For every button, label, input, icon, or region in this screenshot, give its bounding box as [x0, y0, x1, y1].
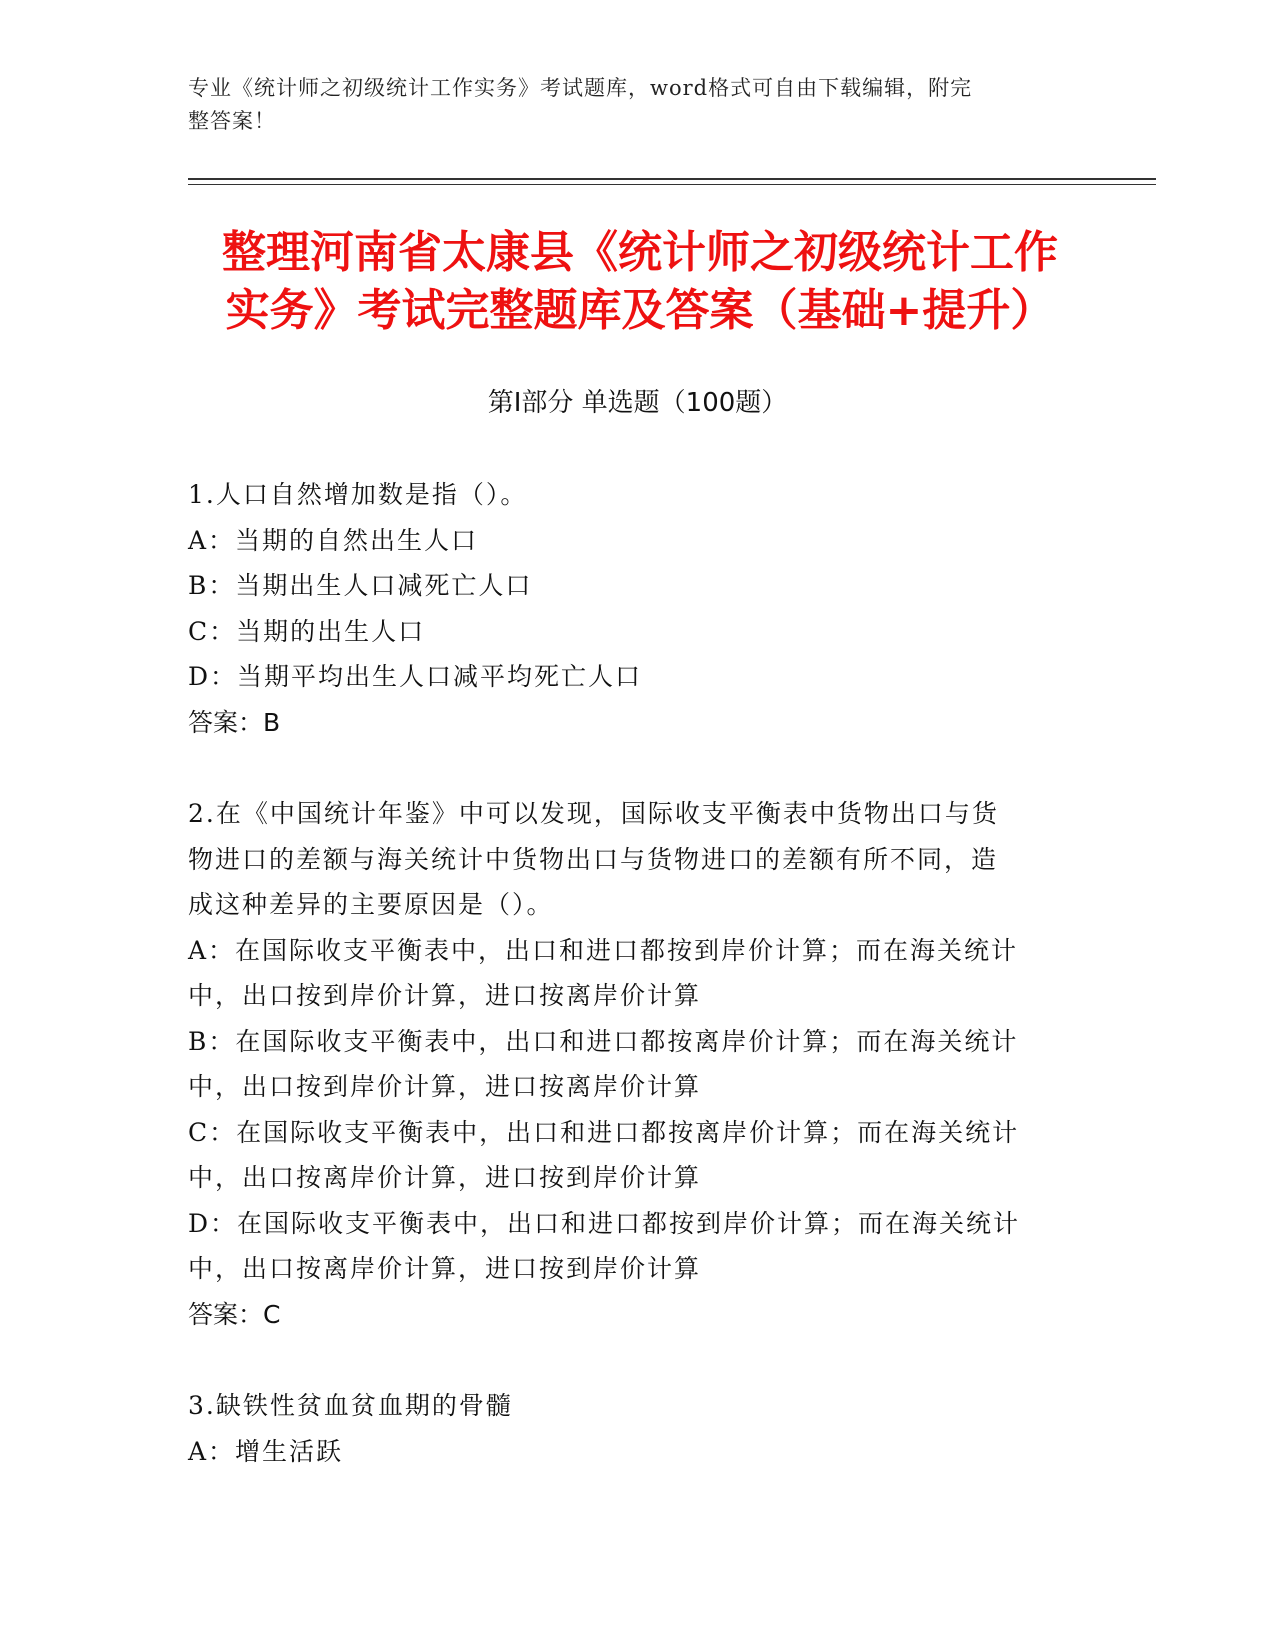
question-stem: 成这种差异的主要原因是（）。	[188, 890, 554, 919]
answer-option: B：当期出生人口减死亡人口	[188, 571, 533, 600]
question-block	[188, 472, 1088, 745]
answer-option: D：在国际收支平衡表中，出口和进口都按到岸价计算；而在海关统计	[188, 1208, 1021, 1238]
answer-option: C：在国际收支平衡表中，出口和进口都按离岸价计算；而在海关统计	[188, 1117, 1020, 1147]
correct-answer: 答案：B	[188, 707, 281, 737]
header-note-line: 整答案！	[188, 109, 276, 133]
document-title-line: 整理河南省太康县《统计师之初级统计工作	[222, 227, 1058, 278]
question-block	[188, 791, 1088, 1337]
question-stem: 3.缺铁性贫血贫血期的骨髓	[188, 1391, 513, 1420]
answer-option: B：在国际收支平衡表中，出口和进口都按离岸价计算；而在海关统计	[188, 1026, 1019, 1056]
question-list	[188, 472, 1088, 1520]
answer-option: 中，出口按离岸价计算，进口按到岸价计算	[188, 1163, 702, 1192]
answer-option: A：当期的自然出生人口	[188, 525, 479, 555]
answer-option: A：增生活跃	[188, 1436, 344, 1466]
document-title	[190, 224, 1090, 340]
answer-option: 中，出口按到岸价计算，进口按离岸价计算	[188, 981, 702, 1010]
question-stem: 1.人口自然增加数是指（）。	[188, 480, 528, 509]
question-block	[188, 1383, 1088, 1474]
question-stem: 2.在《中国统计年鉴》中可以发现，国际收支平衡表中货物出口与货	[188, 799, 999, 828]
answer-option: A：在国际收支平衡表中，出口和进口都按到岸价计算；而在海关统计	[188, 935, 1019, 965]
document-title-line: 实务》考试完整题库及答案（基础+提升）	[225, 285, 1055, 336]
header-divider-thick	[188, 178, 1156, 180]
answer-option: 中，出口按离岸价计算，进口按到岸价计算	[188, 1254, 702, 1283]
header-note	[188, 72, 1068, 138]
correct-answer: 答案：C	[188, 1299, 281, 1329]
section-heading: 第Ⅰ部分 单选题（100题）	[487, 388, 788, 418]
answer-option: D：当期平均出生人口减平均死亡人口	[188, 662, 643, 691]
header-note-line: 专业《统计师之初级统计工作实务》考试题库，word格式可自由下载编辑，附完	[188, 76, 973, 100]
question-stem: 物进口的差额与海关统计中货物出口与货物进口的差额有所不同，造	[188, 844, 999, 874]
answer-option: C：当期的出生人口	[188, 616, 426, 646]
header-divider-thin	[188, 184, 1156, 185]
answer-option: 中，出口按到岸价计算，进口按离岸价计算	[188, 1072, 702, 1101]
